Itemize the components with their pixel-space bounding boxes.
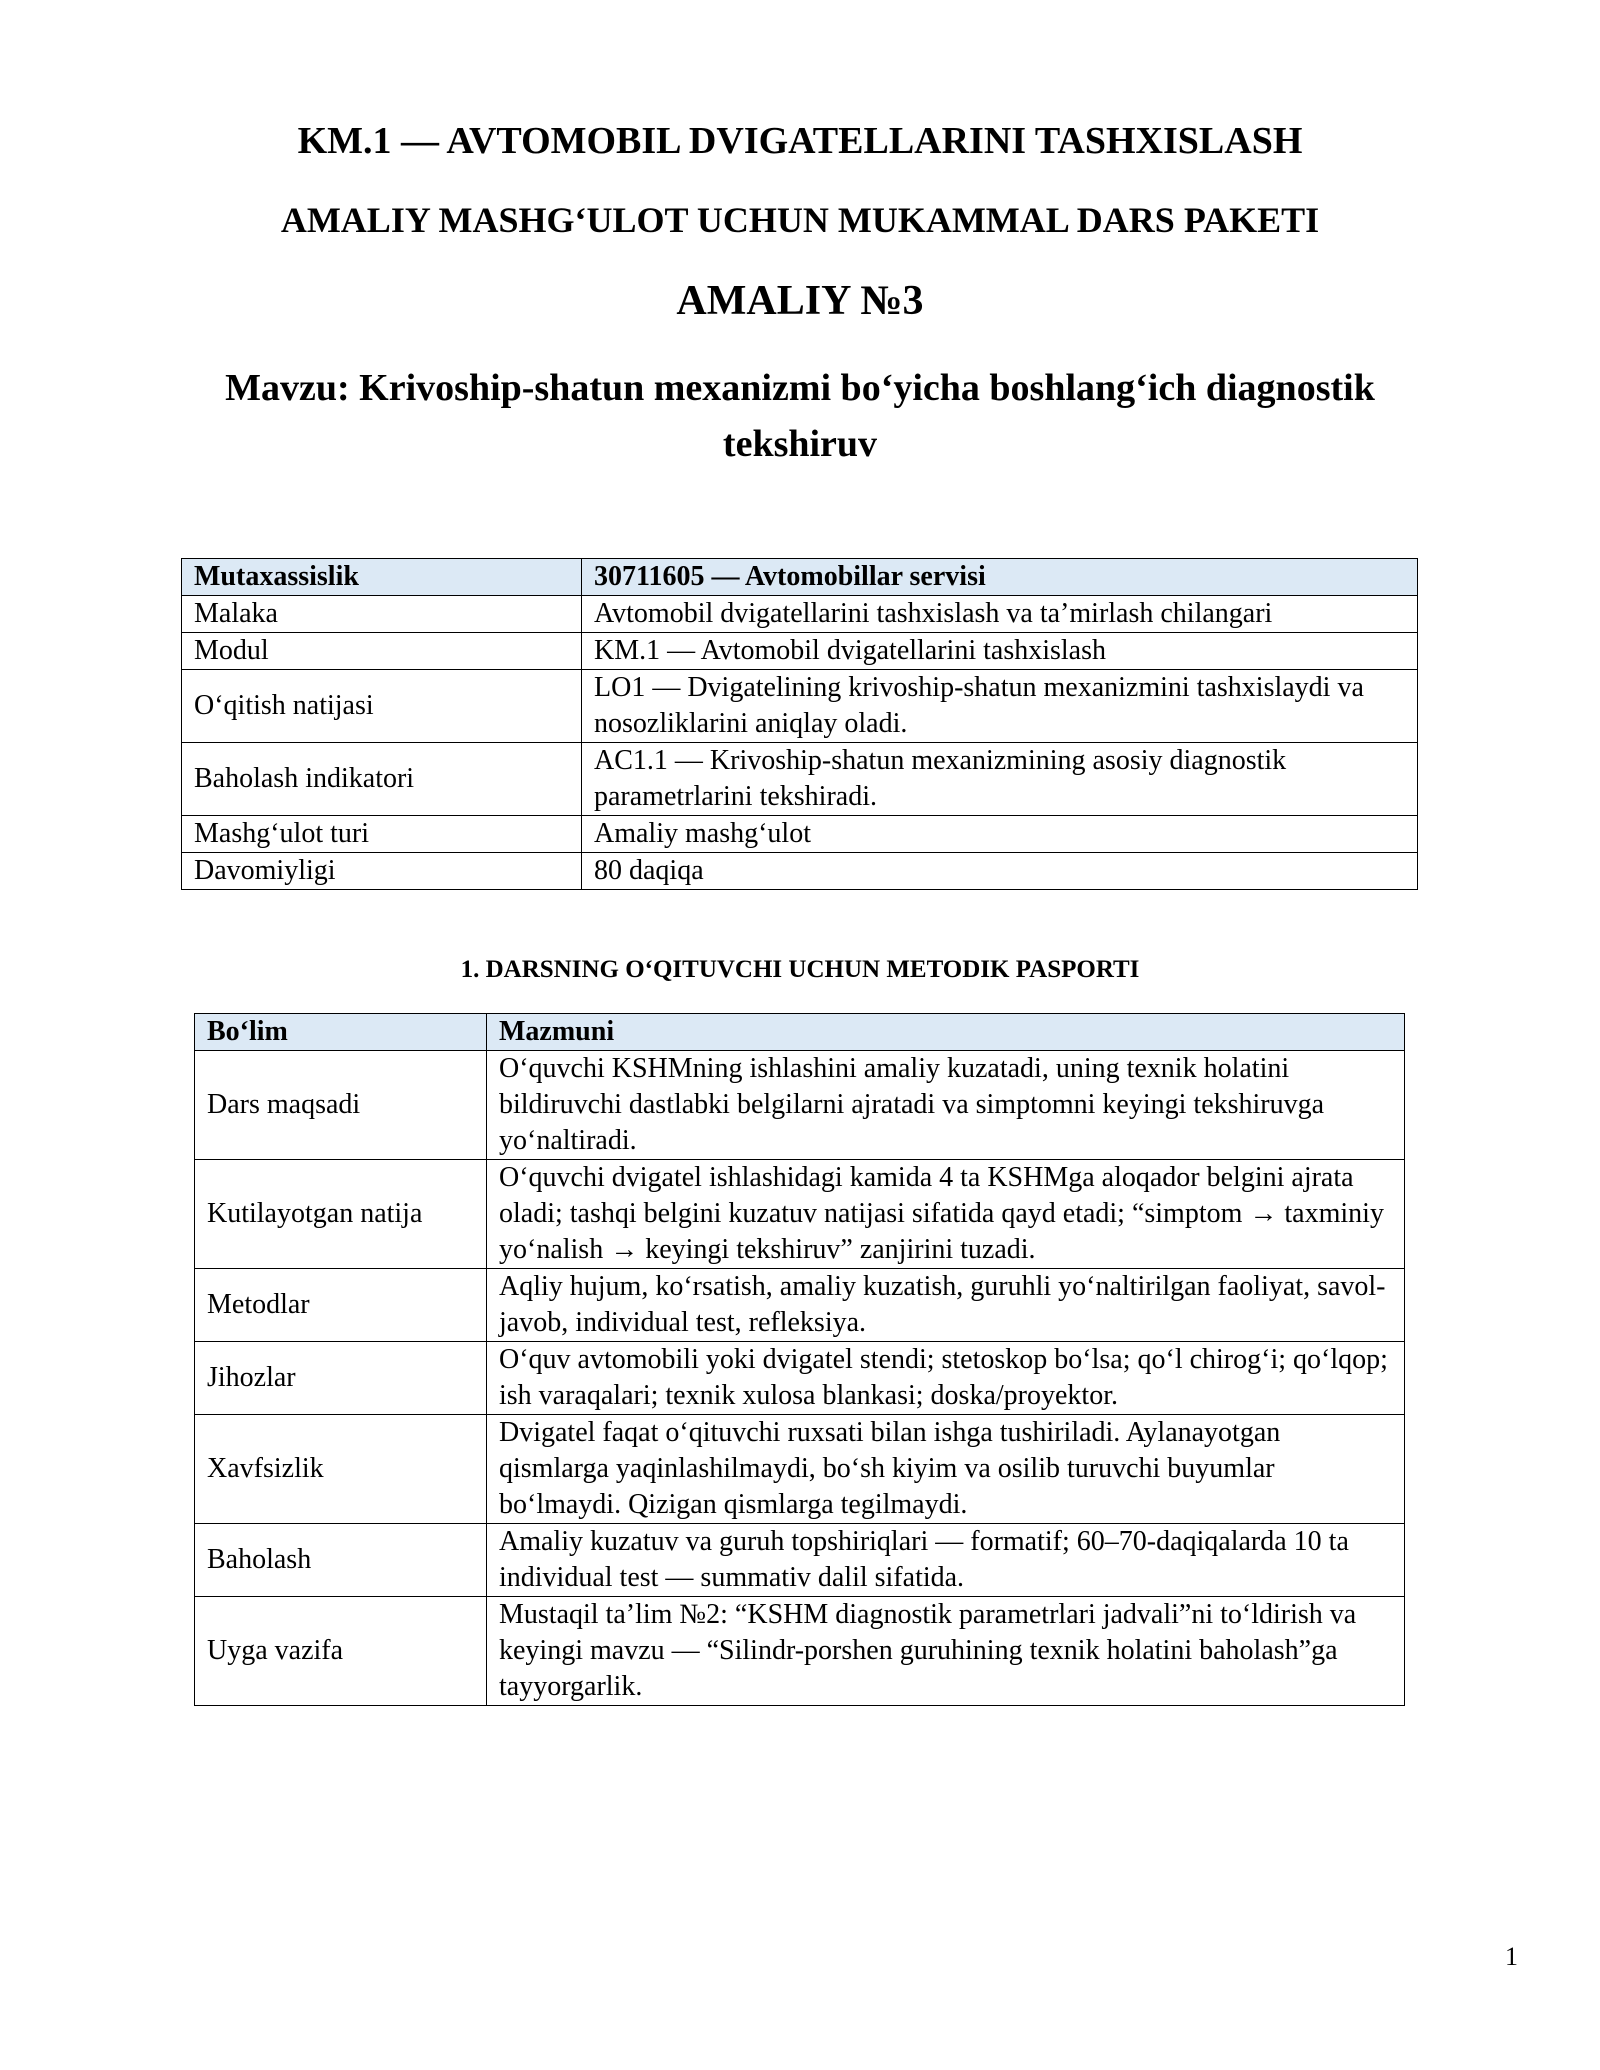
passport-section-content: Mustaqil ta’lim №2: “KSHM diagnostik parametrlari jadvali”ni to‘ldirish va keyingi mavzu — “Silindr-porshen guruhining texnik holatini baholash”ga tayyorgarlik.	[487, 1597, 1405, 1706]
info-header-label: Mutaxassislik	[182, 559, 582, 596]
info-value: Amaliy mashg‘ulot	[582, 816, 1418, 853]
passport-section-label: Baholash	[195, 1524, 487, 1597]
info-table-row	[182, 743, 1418, 816]
passport-section-content: O‘quvchi dvigatel ishlashidagi kamida 4 ta KSHMga aloqador belgini ajrata oladi; tashqi belgini kuzatuv natijasi sifatida qayd etadi; “simptom → taxminiy yo‘nalish → keyingi tekshiruv” zanjirini tuzadi.	[487, 1160, 1405, 1269]
info-value: LO1 — Dvigatelining krivoship-shatun mexanizmini tashxislaydi va nosozliklarini aniqlay oladi.	[582, 670, 1418, 743]
section-1-title: 1. DARSNING O‘QITUVCHI UCHUN METODIK PASPORTI	[460, 956, 1140, 983]
info-table-header-row	[182, 559, 1418, 596]
passport-section-content: O‘quvchi KSHMning ishlashini amaliy kuzatadi, uning texnik holatini bildiruvchi dastlabki belgilarni ajratadi va simptomni keyingi tekshiruvga yo‘naltiradi.	[487, 1051, 1405, 1160]
passport-section-content: O‘quv avtomobili yoki dvigatel stendi; stetoskop bo‘lsa; qo‘l chirog‘i; qo‘lqop; ish varaqalari; texnik xulosa blankasi; doska/proyektor.	[487, 1342, 1405, 1415]
info-value: Avtomobil dvigatellarini tashxislash va ta’mirlash chilangari	[582, 596, 1418, 633]
passport-section-content: Aqliy hujum, ko‘rsatish, amaliy kuzatish, guruhli yo‘naltirilgan faoliyat, savol-javob, individual test, refleksiya.	[487, 1269, 1405, 1342]
info-table-row	[182, 633, 1418, 670]
passport-section-label: Uyga vazifa	[195, 1597, 487, 1706]
info-label: Modul	[182, 633, 582, 670]
passport-section-label: Kutilayotgan natija	[195, 1160, 487, 1269]
info-label: Mashg‘ulot turi	[182, 816, 582, 853]
document-subtitle: AMALIY MASHG‘ULOT UCHUN MUKAMMAL DARS PAKETI	[280, 200, 1320, 240]
column-header-section: Bo‘lim	[195, 1014, 487, 1051]
passport-section-label: Jihozlar	[195, 1342, 487, 1415]
info-label: O‘qitish natijasi	[182, 670, 582, 743]
passport-row	[195, 1342, 1405, 1415]
passport-header-row	[195, 1014, 1405, 1051]
passport-section-content: Dvigatel faqat o‘qituvchi ruxsati bilan ishga tushiriladi. Aylanayotgan qismlarga yaqinlashilmaydi, bo‘sh kiyim va osilib turuvchi buyumlar bo‘lmaydi. Qizigan qismlarga tegilmaydi.	[487, 1415, 1405, 1524]
passport-row	[195, 1051, 1405, 1160]
info-table-row	[182, 816, 1418, 853]
info-value: AC1.1 — Krivoship-shatun mexanizmining asosiy diagnostik parametrlarini tekshiradi.	[582, 743, 1418, 816]
info-label: Baholash indikatori	[182, 743, 582, 816]
passport-row	[195, 1524, 1405, 1597]
info-value: KM.1 — Avtomobil dvigatellarini tashxislash	[582, 633, 1418, 670]
info-table	[181, 558, 1418, 890]
info-label: Davomiyligi	[182, 853, 582, 890]
passport-row	[195, 1415, 1405, 1524]
passport-section-label: Metodlar	[195, 1269, 487, 1342]
info-table-row	[182, 596, 1418, 633]
info-table-row	[182, 853, 1418, 890]
methodic-passport-table	[194, 1013, 1405, 1706]
topic-heading: Mavzu: Krivoship-shatun mexanizmi bo‘yicha boshlang‘ich diagnostik tekshiruv	[225, 367, 1375, 465]
passport-row	[195, 1160, 1405, 1269]
info-header-value: 30711605 — Avtomobillar servisi	[582, 559, 1418, 596]
page-number: 1	[1505, 1942, 1518, 1971]
info-label: Malaka	[182, 596, 582, 633]
column-header-content: Mazmuni	[487, 1014, 1405, 1051]
document-title: KM.1 — AVTOMOBIL DVIGATELLARINI TASHXISLASH	[297, 120, 1303, 162]
practice-number: AMALIY №3	[676, 278, 924, 324]
passport-section-label: Xavfsizlik	[195, 1415, 487, 1524]
passport-row	[195, 1269, 1405, 1342]
passport-section-content: Amaliy kuzatuv va guruh topshiriqlari — formatif; 60–70-daqiqalarda 10 ta individual test — summativ dalil sifatida.	[487, 1524, 1405, 1597]
info-table-row	[182, 670, 1418, 743]
passport-section-label: Dars maqsadi	[195, 1051, 487, 1160]
info-value: 80 daqiqa	[582, 853, 1418, 890]
passport-row	[195, 1597, 1405, 1706]
